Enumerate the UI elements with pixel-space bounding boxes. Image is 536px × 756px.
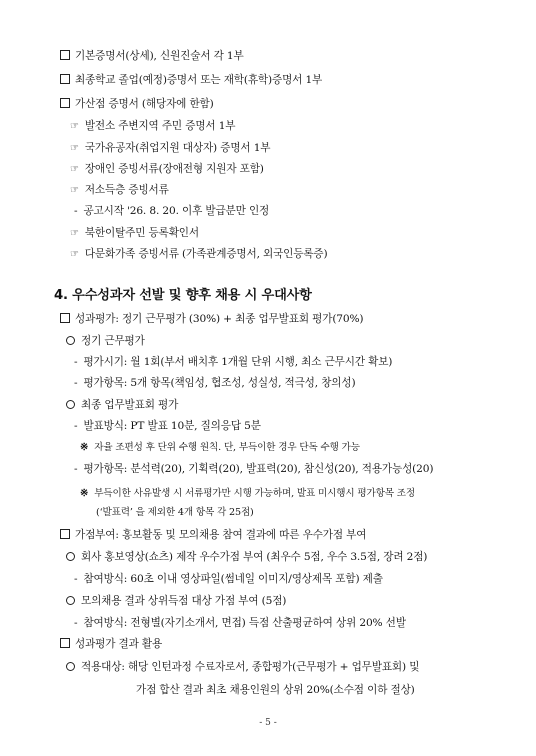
usage-target: 적용대상: 해당 인턴과정 수료자로서, 종합평가(근무평가 + 업무발표회) 및 — [66, 660, 419, 674]
page-number: - 5 - — [259, 718, 277, 728]
checkbox-square-icon — [60, 50, 70, 60]
checkbox-square-icon — [60, 313, 70, 323]
eval-final-note-cont: (‘발표력’ 을 제외한 4개 항목 각 25점) — [96, 507, 254, 518]
circle-bullet-icon — [66, 336, 75, 345]
checkbox-square-icon — [60, 529, 70, 539]
doc-item-bonus-cert: 가산점 증명서 (해당자에 한함) — [60, 97, 214, 111]
usage-target-cont: 가점 합산 결과 최초 채용인원의 상위 20%(소수점 이하 절상) — [136, 684, 415, 696]
eval-final-items: - 평가항목: 분석력(20), 기획력(20), 발표력(20), 참신성(20), 적용가능성(20) — [74, 463, 434, 475]
dash-bullet-icon: - — [74, 617, 78, 629]
doc-item-graduation-cert: 최종학교 졸업(예정)증명서 또는 재학(휴학)증명서 1부 — [60, 73, 322, 87]
usage-item: 성과평가 결과 활용 — [60, 637, 162, 651]
pointing-hand-icon: ☞ — [70, 164, 79, 175]
doc-subitem: ☞ 발전소 주변지역 주민 증명서 1부 — [70, 120, 236, 132]
circle-bullet-icon — [66, 552, 75, 561]
eval-final-note: ※ 부득이한 사유발생 시 서류평가만 시행 가능하며, 발표 미시행시 평가항목 조정 — [80, 488, 415, 499]
circle-bullet-icon — [66, 400, 75, 409]
bonus-mock-method: - 참여방식: 전형별(자기소개서, 면접) 득점 산출평균하여 상위 20% 선발 — [74, 617, 406, 629]
doc-item-basic-cert: 기본증명서(상세), 신원진술서 각 1부 — [60, 49, 244, 63]
dash-bullet-icon: - — [74, 463, 78, 475]
dash-bullet-icon: - — [74, 420, 78, 432]
eval-item: 성과평가: 정기 근무평가 (30%) + 최종 업무발표회 평가(70%) — [60, 312, 363, 326]
pointing-hand-icon: ☞ — [70, 185, 79, 196]
eval-final-note: ※ 자율 조편성 후 단위 수행 원칙. 단, 부득이한 경우 단독 수행 가능 — [80, 442, 360, 453]
section-heading: 4. 우수성과자 선발 및 향후 채용 시 우대사항 — [54, 288, 312, 303]
dash-bullet-icon: - — [74, 205, 78, 217]
pointing-hand-icon: ☞ — [70, 143, 79, 154]
doc-subitem: ☞ 다문화가족 증빙서류 (가족관계증명서, 외국인등록증) — [70, 248, 328, 260]
checkbox-square-icon — [60, 638, 70, 648]
eval-regular-items: - 평가항목: 5개 항목(책임성, 협조성, 성실성, 적극성, 창의성) — [74, 377, 356, 389]
eval-regular: 정기 근무평가 — [66, 334, 145, 348]
bonus-video: 회사 홍보영상(쇼츠) 제작 우수가점 부여 (최우수 5점, 우수 3.5점, 장려 2점) — [66, 550, 427, 564]
doc-subitem-note: - 공고시작 '26. 8. 20. 이후 발급분만 인정 — [74, 205, 270, 217]
bonus-video-method: - 참여방식: 60초 이내 영상파일(썸네일 이미지/영상제목 포함) 제출 — [74, 573, 383, 585]
doc-subitem: ☞ 국가유공자(취업지원 대상자) 증명서 1부 — [70, 142, 271, 154]
pointing-hand-icon: ☞ — [70, 228, 79, 239]
doc-subitem: ☞ 장애인 증빙서류(장애전형 지원자 포함) — [70, 163, 264, 175]
dash-bullet-icon: - — [74, 573, 78, 585]
eval-final-method: - 발표방식: PT 발표 10분, 질의응답 5분 — [74, 420, 261, 432]
doc-subitem: ☞ 북한이탈주민 등록확인서 — [70, 227, 199, 239]
checkbox-square-icon — [60, 98, 70, 108]
eval-regular-timing: - 평가시기: 월 1회(부서 배치후 1개월 단위 시행, 최소 근무시간 확보) — [74, 356, 393, 368]
doc-subitem: ☞ 저소득층 증빙서류 — [70, 184, 169, 196]
dash-bullet-icon: - — [74, 356, 78, 368]
reference-mark-icon: ※ — [80, 488, 89, 499]
circle-bullet-icon — [66, 662, 75, 671]
circle-bullet-icon — [66, 596, 75, 605]
pointing-hand-icon: ☞ — [70, 121, 79, 132]
eval-final: 최종 업무발표회 평가 — [66, 398, 178, 412]
checkbox-square-icon — [60, 74, 70, 84]
pointing-hand-icon: ☞ — [70, 249, 79, 260]
bonus-item: 가점부여: 홍보활동 및 모의채용 참여 결과에 따른 우수가점 부여 — [60, 528, 366, 542]
reference-mark-icon: ※ — [80, 442, 89, 453]
dash-bullet-icon: - — [74, 377, 78, 389]
bonus-mock: 모의채용 결과 상위득점 대상 가점 부여 (5점) — [66, 594, 286, 608]
